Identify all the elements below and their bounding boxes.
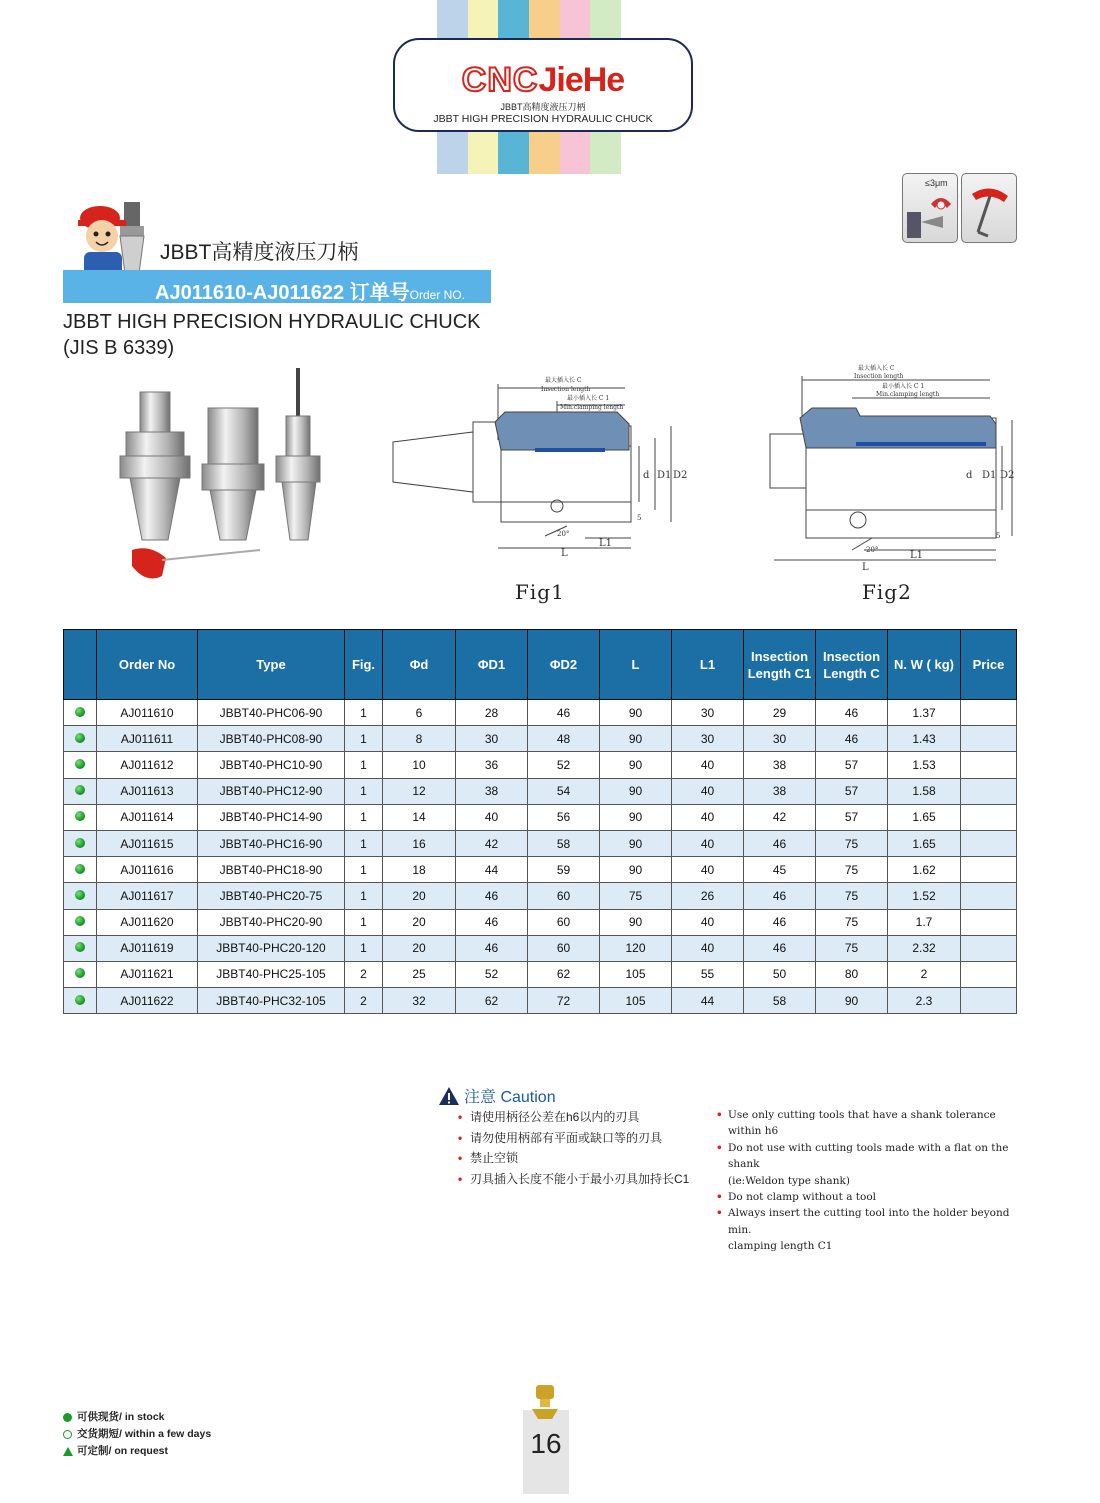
table-cell: 90 <box>600 830 672 856</box>
table-cell: 1.37 <box>888 700 961 726</box>
table-row <box>64 857 1017 883</box>
table-cell: 1 <box>345 778 383 804</box>
table-cell: 46 <box>528 700 600 726</box>
chuck-middle <box>202 408 264 540</box>
table-cell <box>961 935 1017 961</box>
stock-status-cell <box>64 857 97 883</box>
table-cell: 40 <box>672 857 744 883</box>
column-header: Price <box>961 630 1017 700</box>
fig1-dim-D2: D2 <box>673 470 688 481</box>
table-cell: 1.53 <box>888 752 961 778</box>
table-cell: 57 <box>816 778 888 804</box>
on-request-triangle-icon <box>63 1447 73 1456</box>
fig1-dim-D1: D1 <box>657 470 672 481</box>
wrench-icon <box>962 174 1018 244</box>
in-stock-dot-icon <box>63 1413 72 1422</box>
order-range <box>155 276 465 305</box>
legend-on-request <box>63 1443 211 1460</box>
table-cell: 28 <box>456 700 528 726</box>
table-cell: 90 <box>600 857 672 883</box>
table-cell: AJ011621 <box>97 961 198 987</box>
table-cell: 46 <box>456 883 528 909</box>
table-cell: 30 <box>672 700 744 726</box>
table-cell: 2 <box>345 961 383 987</box>
column-header: ΦD1 <box>456 630 528 700</box>
table-cell: 55 <box>672 961 744 987</box>
caution-heading <box>438 1084 556 1107</box>
caution-item-en: • Always insert the cutting tool into the holder beyond min. <box>716 1205 1016 1238</box>
table-cell: 20 <box>383 883 456 909</box>
caution-item-cn: • 禁止空锁 <box>458 1148 689 1169</box>
column-header: Fig. <box>345 630 383 700</box>
fig2-insertion-length: Insection length <box>854 373 904 380</box>
fig1-min-clamping: Min.clamping length <box>560 404 624 411</box>
table-cell: 1.7 <box>888 909 961 935</box>
table-cell <box>961 988 1017 1014</box>
legend-in-stock-label: 可供现货/ in stock <box>77 1411 165 1423</box>
order-number-bar <box>63 270 491 303</box>
table-cell: 46 <box>456 909 528 935</box>
table-cell: 54 <box>528 778 600 804</box>
table-cell: 12 <box>383 778 456 804</box>
brand-logo <box>395 62 691 98</box>
table-row <box>64 988 1017 1014</box>
in-stock-dot-icon <box>75 733 85 743</box>
in-stock-dot-icon <box>75 890 85 900</box>
table-cell: 1 <box>345 909 383 935</box>
in-stock-dot-icon <box>75 838 85 848</box>
table-cell: 90 <box>600 752 672 778</box>
table-cell: JBBT40-PHC20-75 <box>198 883 345 909</box>
table-cell: AJ011620 <box>97 909 198 935</box>
table-cell: 38 <box>456 778 528 804</box>
table-cell: 1 <box>345 935 383 961</box>
table-cell: 46 <box>744 935 816 961</box>
table-cell <box>961 883 1017 909</box>
table-cell: 90 <box>600 726 672 752</box>
table-cell: JBBT40-PHC20-120 <box>198 935 345 961</box>
table-cell: 38 <box>744 778 816 804</box>
product-standard: (JIS B 6339) <box>63 337 175 359</box>
table-cell: 44 <box>672 988 744 1014</box>
fig1-dim-L1: L1 <box>599 538 613 549</box>
table-cell: AJ011611 <box>97 726 198 752</box>
table-cell: 18 <box>383 857 456 883</box>
table-cell: JBBT40-PHC32-105 <box>198 988 345 1014</box>
table-cell: 46 <box>744 830 816 856</box>
table-cell: 90 <box>600 778 672 804</box>
table-cell: 1.58 <box>888 778 961 804</box>
table-cell: 75 <box>816 883 888 909</box>
table-header-row <box>64 630 1017 700</box>
table-cell <box>961 752 1017 778</box>
table-cell: AJ011612 <box>97 752 198 778</box>
fig2-dim-D1: D1 <box>982 470 997 481</box>
table-cell: 38 <box>744 752 816 778</box>
fig2-dim-L: L <box>862 562 869 573</box>
table-body <box>64 700 1017 1014</box>
table-cell: 1 <box>345 752 383 778</box>
table-cell: 40 <box>672 804 744 830</box>
table-cell: 42 <box>744 804 816 830</box>
column-header: ΦD2 <box>528 630 600 700</box>
caution-item-en: (ie:Weldon type shank) <box>728 1174 850 1187</box>
table-cell: 25 <box>383 961 456 987</box>
table-cell: AJ011610 <box>97 700 198 726</box>
caution-item-en: clamping length C1 <box>728 1240 833 1253</box>
column-header: Insection Length C1 <box>744 630 816 700</box>
fig2-min-clamping: Min.clamping length <box>876 391 940 398</box>
table-cell: 75 <box>816 857 888 883</box>
table-cell: JBBT40-PHC20-90 <box>198 909 345 935</box>
fig1-min-insert: 最小插入长 C 1 <box>567 395 610 402</box>
in-stock-dot-icon <box>75 759 85 769</box>
table-cell <box>961 961 1017 987</box>
tolerance-icon <box>902 173 958 243</box>
table-cell: 72 <box>528 988 600 1014</box>
fig1-diagram <box>385 360 695 570</box>
table-row <box>64 726 1017 752</box>
fig2-dim-D2: D2 <box>1000 470 1015 481</box>
table-row <box>64 778 1017 804</box>
fig1-insertion-length: Insection length <box>541 386 591 393</box>
table-cell: 40 <box>672 909 744 935</box>
table-cell: 10 <box>383 752 456 778</box>
order-suffix-cn: 订单号 <box>349 282 410 304</box>
table-cell: AJ011616 <box>97 857 198 883</box>
hex-key <box>132 548 260 578</box>
tolerance-label: ≤3μm <box>925 178 948 188</box>
table-cell: 75 <box>816 935 888 961</box>
spec-table <box>63 629 1017 1014</box>
table-cell: 6 <box>383 700 456 726</box>
table-cell: 1.62 <box>888 857 961 883</box>
table-cell: 40 <box>672 935 744 961</box>
table-cell: 46 <box>816 700 888 726</box>
stock-status-cell <box>64 804 97 830</box>
table-row <box>64 804 1017 830</box>
column-header: N. W ( kg) <box>888 630 961 700</box>
fig2-angle: 20° <box>866 546 879 554</box>
table-cell: 46 <box>456 935 528 961</box>
caution-item-en: • Do not use with cutting tools made with a flat on the shank <box>716 1140 1016 1173</box>
table-cell: 40 <box>672 830 744 856</box>
table-cell: 40 <box>456 804 528 830</box>
stock-status-cell <box>64 961 97 987</box>
table-cell: 1.65 <box>888 804 961 830</box>
chuck-left <box>120 392 190 540</box>
table-cell: 60 <box>528 883 600 909</box>
caution-item-cn: • 刃具插入长度不能小于最小刃具加持长C1 <box>458 1169 689 1190</box>
table-row <box>64 961 1017 987</box>
table-cell: 46 <box>744 909 816 935</box>
table-cell <box>961 804 1017 830</box>
hex-key-icon <box>961 173 1017 243</box>
column-header: Order No <box>97 630 198 700</box>
table-cell: 52 <box>456 961 528 987</box>
table-cell: AJ011615 <box>97 830 198 856</box>
table-cell: 60 <box>528 935 600 961</box>
table-cell: 60 <box>528 909 600 935</box>
table-cell: 90 <box>816 988 888 1014</box>
table-cell: 58 <box>744 988 816 1014</box>
table-cell: 16 <box>383 830 456 856</box>
table-cell: JBBT40-PHC10-90 <box>198 752 345 778</box>
table-cell: 32 <box>383 988 456 1014</box>
table-cell: 90 <box>600 804 672 830</box>
table-cell: 57 <box>816 804 888 830</box>
table-cell: 44 <box>456 857 528 883</box>
table-cell: 1 <box>345 830 383 856</box>
table-cell: 2 <box>345 988 383 1014</box>
caution-list-en <box>716 1107 1016 1255</box>
table-cell: 1 <box>345 700 383 726</box>
table-cell: 48 <box>528 726 600 752</box>
stock-legend <box>63 1409 211 1460</box>
fig2-label: Fig2 <box>862 580 912 604</box>
table-cell: 46 <box>744 883 816 909</box>
in-stock-dot-icon <box>75 811 85 821</box>
table-cell: 20 <box>383 909 456 935</box>
table-cell: 58 <box>528 830 600 856</box>
table-cell: 59 <box>528 857 600 883</box>
table-cell: 75 <box>600 883 672 909</box>
table-cell: 50 <box>744 961 816 987</box>
column-header: Insection Length C <box>816 630 888 700</box>
table-row <box>64 752 1017 778</box>
table-cell <box>961 830 1017 856</box>
table-cell: AJ011619 <box>97 935 198 961</box>
legend-on-request-label: 可定制/ on request <box>77 1445 169 1457</box>
chuck-right <box>276 368 320 540</box>
table-cell: 90 <box>600 909 672 935</box>
table-cell: 1 <box>345 883 383 909</box>
table-cell: 36 <box>456 752 528 778</box>
legend-few-days-label: 交货期短/ within a few days <box>77 1428 212 1440</box>
in-stock-dot-icon <box>75 942 85 952</box>
table-cell: 30 <box>456 726 528 752</box>
order-suffix-en: Order NO. <box>409 288 465 302</box>
fig2-diagram <box>760 360 1016 575</box>
table-cell: 2 <box>888 961 961 987</box>
table-cell <box>961 700 1017 726</box>
few-days-ring-icon <box>63 1430 72 1439</box>
brand-cnc: CNC <box>461 61 539 99</box>
caution-item-cn: • 请勿使用柄部有平面或缺口等的刃具 <box>458 1128 689 1149</box>
table-cell: 2.3 <box>888 988 961 1014</box>
table-cell: 1 <box>345 857 383 883</box>
table-cell: 42 <box>456 830 528 856</box>
stock-status-cell <box>64 883 97 909</box>
product-photo <box>110 368 350 596</box>
caution-list-cn <box>458 1107 689 1189</box>
table-cell: AJ011613 <box>97 778 198 804</box>
fig2-min-insert: 最小插入长 C 1 <box>882 383 925 390</box>
table-cell: JBBT40-PHC16-90 <box>198 830 345 856</box>
table-cell: AJ011614 <box>97 804 198 830</box>
table-cell: JBBT40-PHC06-90 <box>198 700 345 726</box>
stock-status-cell <box>64 752 97 778</box>
table-cell: AJ011617 <box>97 883 198 909</box>
stock-status-cell <box>64 726 97 752</box>
page-mascot-icon <box>530 1383 560 1423</box>
column-header: Φd <box>383 630 456 700</box>
table-cell: 1.65 <box>888 830 961 856</box>
fig1-dim-d: d <box>643 470 650 481</box>
fig2-dim-d: d <box>966 470 973 481</box>
fig2-dim-5: 5 <box>996 532 1001 540</box>
caution-item-en: • Use only cutting tools that have a shank tolerance within h6 <box>716 1107 1016 1140</box>
header-subtitle-en: JBBT HIGH PRECISION HYDRAULIC CHUCK <box>433 113 653 125</box>
table-cell: 1.52 <box>888 883 961 909</box>
table-cell: JBBT40-PHC18-90 <box>198 857 345 883</box>
table-row <box>64 935 1017 961</box>
table-cell: 57 <box>816 752 888 778</box>
table-cell: JBBT40-PHC12-90 <box>198 778 345 804</box>
table-cell: 30 <box>672 726 744 752</box>
table-cell: 20 <box>383 935 456 961</box>
product-title-en: JBBT HIGH PRECISION HYDRAULIC CHUCK <box>63 311 481 333</box>
stock-status-cell <box>64 909 97 935</box>
legend-in-stock <box>63 1409 211 1426</box>
legend-few-days <box>63 1426 211 1443</box>
drill-gauge-icon <box>903 174 959 244</box>
fig1-dim-L: L <box>561 548 568 559</box>
stock-status-cell <box>64 830 97 856</box>
table-cell <box>961 726 1017 752</box>
table-cell: 40 <box>672 778 744 804</box>
in-stock-dot-icon <box>75 785 85 795</box>
brand-jiehe: JieHe <box>538 61 625 99</box>
table-cell <box>961 857 1017 883</box>
table-cell: 120 <box>600 935 672 961</box>
column-header: L <box>600 630 672 700</box>
table-cell: 62 <box>528 961 600 987</box>
page-number: 16 <box>530 1428 562 1459</box>
table-cell: 40 <box>672 752 744 778</box>
table-cell: 46 <box>816 726 888 752</box>
table-cell: 8 <box>383 726 456 752</box>
table-cell: 80 <box>816 961 888 987</box>
table-row <box>64 883 1017 909</box>
warning-icon <box>438 1086 460 1106</box>
order-range-text: AJ011610-AJ011622 <box>155 282 345 304</box>
fig1-dim-5: 5 <box>637 514 642 522</box>
table-cell: 14 <box>383 804 456 830</box>
in-stock-dot-icon <box>75 995 85 1005</box>
table-cell: 52 <box>528 752 600 778</box>
table-cell: 2.32 <box>888 935 961 961</box>
table-cell <box>961 778 1017 804</box>
column-header: Type <box>198 630 345 700</box>
stock-status-cell <box>64 700 97 726</box>
brand-logo-box <box>393 38 693 132</box>
table-cell: 90 <box>600 700 672 726</box>
table-cell: 62 <box>456 988 528 1014</box>
table-cell: 1.43 <box>888 726 961 752</box>
in-stock-dot-icon <box>75 916 85 926</box>
table-cell: 45 <box>744 857 816 883</box>
table-row <box>64 700 1017 726</box>
table-cell: 105 <box>600 961 672 987</box>
table-row <box>64 909 1017 935</box>
caution-title: 注意 Caution <box>464 1089 556 1106</box>
table-cell: JBBT40-PHC14-90 <box>198 804 345 830</box>
fig1-max-insert: 最大插入长 C <box>545 377 582 384</box>
product-title-en-block <box>63 309 480 361</box>
table-cell: JBBT40-PHC25-105 <box>198 961 345 987</box>
table-cell: 105 <box>600 988 672 1014</box>
table-cell <box>961 909 1017 935</box>
in-stock-dot-icon <box>75 864 85 874</box>
column-header <box>64 630 97 700</box>
table-cell: 30 <box>744 726 816 752</box>
table-cell: 75 <box>816 909 888 935</box>
table-cell: 75 <box>816 830 888 856</box>
fig2-max-insert: 最大插入长 C <box>858 365 895 372</box>
table-cell: 29 <box>744 700 816 726</box>
in-stock-dot-icon <box>75 707 85 717</box>
in-stock-dot-icon <box>75 968 85 978</box>
stock-status-cell <box>64 935 97 961</box>
table-cell: JBBT40-PHC08-90 <box>198 726 345 752</box>
table-cell: 56 <box>528 804 600 830</box>
table-cell: 1 <box>345 804 383 830</box>
table-row <box>64 830 1017 856</box>
stock-status-cell <box>64 778 97 804</box>
table-cell: AJ011622 <box>97 988 198 1014</box>
fig1-angle: 20° <box>557 530 570 538</box>
stock-status-cell <box>64 988 97 1014</box>
caution-item-en: • Do not clamp without a tool <box>716 1189 1016 1205</box>
table-cell: 1 <box>345 726 383 752</box>
column-header: L1 <box>672 630 744 700</box>
product-title-cn: JBBT高精度液压刀柄 <box>160 241 359 264</box>
caution-item-cn: • 请使用柄径公差在h6以内的刃具 <box>458 1107 689 1128</box>
fig2-dim-L1: L1 <box>910 550 924 561</box>
fig1-label: Fig1 <box>515 580 565 604</box>
header-subtitle-cn: JBBT高精度液压刀柄 <box>500 102 586 112</box>
table-cell: 26 <box>672 883 744 909</box>
